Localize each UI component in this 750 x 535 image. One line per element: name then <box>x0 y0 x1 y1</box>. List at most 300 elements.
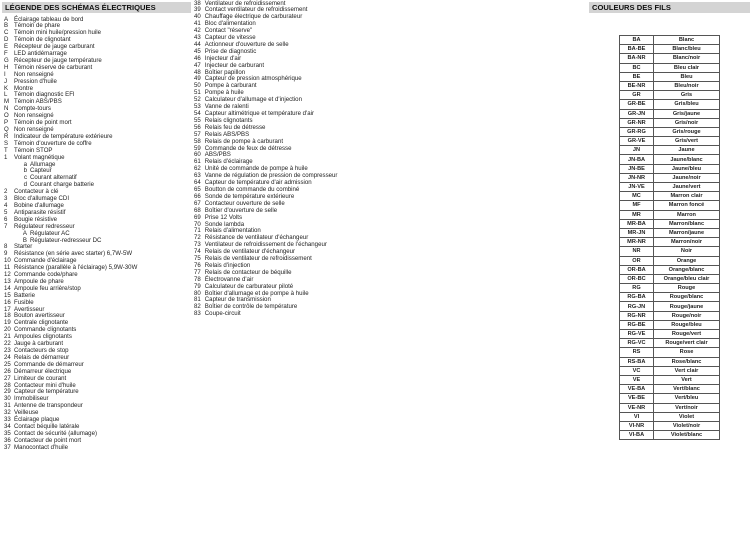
legend-column-2 <box>194 1 337 319</box>
wire-color-row <box>620 228 720 237</box>
wire-color-name: Marron/noir <box>654 238 720 247</box>
wire-color-row <box>620 63 720 72</box>
legend-item-label: Ampoule feu arrière/stop <box>14 284 81 292</box>
legend-item-code: 32 <box>4 409 11 417</box>
legend-item-label: Indicateur de température extérieure <box>14 132 113 140</box>
legend-item-label: Ventilateur de refroidissement de l'échangeur <box>204 241 327 249</box>
legend-item-code: 52 <box>194 96 201 104</box>
legend-item-label: Récepteur de jauge carburant <box>14 43 95 51</box>
legend-item-code: 44 <box>194 40 201 48</box>
legend-item-label: Relais d'alimentation <box>204 227 261 235</box>
legend-item-label: Relais clignotants <box>204 116 253 124</box>
wire-color-code: RG <box>620 284 654 293</box>
legend-item-label: Relais d'éclairage <box>204 158 253 166</box>
legend-item-code: 81 <box>194 296 201 304</box>
legend-item-label: Courant charge batterie <box>30 181 95 189</box>
wire-color-name: Rouge/jaune <box>654 302 720 311</box>
wire-color-code: RG-BE <box>620 320 654 329</box>
wire-color-code: GR-NR <box>620 118 654 127</box>
legend-item-code: 36 <box>4 436 11 444</box>
legend-item-label: Témoin ABS/PBS <box>14 98 62 106</box>
legend-item-label: Non renseigné <box>14 70 54 78</box>
legend-item-label: ABS/PBS <box>204 151 231 159</box>
legend-item-code: 70 <box>194 220 201 228</box>
legend-item-label: Jauge à carburant <box>14 340 64 348</box>
wire-color-row <box>620 284 720 293</box>
legend-item-code: 68 <box>194 206 201 214</box>
wire-color-row <box>620 219 720 228</box>
legend-item-label: Fusible <box>14 298 34 306</box>
wire-color-row <box>620 339 720 348</box>
legend-item-code: 50 <box>194 82 201 90</box>
legend-item-code: S <box>4 139 9 147</box>
wire-color-name: Gris/rouge <box>654 127 720 136</box>
legend-item-label: Commande d'éclairage <box>14 257 77 265</box>
legend-item-code: 20 <box>4 326 11 334</box>
legend-item-code: 28 <box>4 381 11 389</box>
legend-item-label: Capteur de transmission <box>204 296 271 304</box>
wire-color-row <box>620 137 720 146</box>
legend-item-label: Boîtier d'ouverture de selle <box>204 206 278 214</box>
wire-color-name: Jaune/noir <box>654 173 720 182</box>
wire-color-row <box>620 302 720 311</box>
legend-item-code: 55 <box>194 116 201 124</box>
legend-item-label: Calculateur de carburateur piloté <box>204 282 294 290</box>
wire-color-row <box>620 311 720 320</box>
legend-item-label: Boîtier de contrôle de température <box>204 303 298 311</box>
wire-color-code: RS <box>620 348 654 357</box>
legend-item-label: Contact ventilateur de refroidissement <box>204 6 308 14</box>
wire-color-name: Rouge <box>654 284 720 293</box>
wire-color-row <box>620 210 720 219</box>
wire-color-name: Gris/jaune <box>654 109 720 118</box>
wire-color-row <box>620 118 720 127</box>
legend-item-code: 62 <box>194 165 201 173</box>
wire-color-code: JN <box>620 146 654 155</box>
wire-color-row <box>620 274 720 283</box>
wire-color-row <box>620 247 720 256</box>
wire-color-row <box>620 45 720 54</box>
wire-color-row <box>620 366 720 375</box>
legend-item-label: Sonde lambda <box>204 220 245 228</box>
wire-color-code: VI-NR <box>620 421 654 430</box>
legend-item-label: Boutton de commande du combiné <box>204 185 300 193</box>
wire-color-code: MR-BA <box>620 219 654 228</box>
legend-item-code: A <box>22 229 27 237</box>
legend-item-code: 58 <box>194 137 201 145</box>
wire-color-code: RS-BA <box>620 357 654 366</box>
legend-item-code: 48 <box>194 68 201 76</box>
legend-item-code: 31 <box>4 402 11 410</box>
legend-item-label: Batterie <box>14 291 36 299</box>
legend-header: LÉGENDE DES SCHÉMAS ÉLECTRIQUES <box>2 2 191 13</box>
wire-color-code: RG-VE <box>620 330 654 339</box>
legend-item-code: 39 <box>194 6 201 14</box>
legend-item-label: Courant alternatif <box>30 174 77 182</box>
wire-color-code: JN-BA <box>620 155 654 164</box>
legend-item-label: Centrale clignotante <box>14 319 69 327</box>
wire-color-name: Marron clair <box>654 192 720 201</box>
legend-item-label: Électrovanne d'air <box>204 275 254 283</box>
wire-color-code: MC <box>620 192 654 201</box>
legend-item-code: b <box>23 167 27 175</box>
legend-item-code: 77 <box>194 268 201 276</box>
legend-item-label: Chauffage électrique de carburateur <box>204 13 303 21</box>
legend-item-label: Témoin d'ouverture de coffre <box>14 139 92 147</box>
legend-item-code: 21 <box>4 333 11 341</box>
legend-item-label: Montre <box>14 84 33 92</box>
legend-item-label: Unité de commande de pompe à huile <box>204 165 308 173</box>
legend-item-label: Commande de feux de détresse <box>204 144 292 152</box>
wire-color-code: GR-JN <box>620 109 654 118</box>
wire-color-row <box>620 293 720 302</box>
wire-color-name: Marron/jaune <box>654 228 720 237</box>
legend-item-code: 80 <box>194 289 201 297</box>
legend-item-label: Contact "réserve" <box>204 27 253 35</box>
wire-color-name: Bleu/noir <box>654 81 720 90</box>
wire-color-code: GR-RG <box>620 127 654 136</box>
legend-item-label: Antiparasite résistif <box>14 208 66 216</box>
legend-item-code: 64 <box>194 179 201 187</box>
wire-color-code: OR-BC <box>620 274 654 283</box>
legend-item-label: Actionneur d'ouverture de selle <box>204 40 289 48</box>
legend-item-label: Capteur de température d'air admission <box>204 179 312 187</box>
legend-item-code: M <box>4 98 10 106</box>
legend-item-code: E <box>4 43 9 51</box>
wire-color-row <box>620 100 720 109</box>
legend-item-code: 2 <box>4 188 8 196</box>
legend-item-label: Relais de ventilateur de refroidissement <box>204 255 312 263</box>
legend-item <box>4 445 137 452</box>
legend-item-code: 46 <box>194 54 201 62</box>
legend-item-code: 57 <box>194 130 201 138</box>
wire-color-code: MR-JN <box>620 228 654 237</box>
legend-item-code: 45 <box>194 47 201 55</box>
legend-item-code: 27 <box>4 374 11 382</box>
legend-item-code: 10 <box>4 257 11 265</box>
wire-color-row <box>620 91 720 100</box>
legend-item-code: 29 <box>4 388 11 396</box>
legend-item-code: 49 <box>194 75 201 83</box>
wire-colors-header: COULEURS DES FILS <box>589 2 750 13</box>
legend-item-code: 75 <box>194 255 201 263</box>
wire-color-code: VI <box>620 412 654 421</box>
legend-item-code: 38 <box>194 0 201 7</box>
wire-color-name: Violet/blanc <box>654 431 720 440</box>
legend-item-code: 1 <box>4 153 8 161</box>
wire-color-name: Blanc/noir <box>654 54 720 63</box>
wire-color-name: Jaune/blanc <box>654 155 720 164</box>
legend-item-label: Capteur altimétrique et température d'air <box>204 110 314 117</box>
legend-item-label: Éclairage tableau de bord <box>14 15 84 23</box>
wire-color-code: VE-BA <box>620 385 654 394</box>
wire-color-code: VE-NR <box>620 403 654 412</box>
legend-item-label: Coupe-circuit <box>204 310 241 318</box>
legend-item-code: 26 <box>4 367 11 375</box>
wire-color-code: VC <box>620 366 654 375</box>
legend-item-label: Démarreur électrique <box>14 367 72 375</box>
wire-color-name: Marron foncé <box>654 201 720 210</box>
wire-color-name: Rouge/vert <box>654 330 720 339</box>
legend-item-label: Injecteur de carburant <box>204 61 265 69</box>
legend-item-label: Ventilateur de refroidissement <box>204 0 286 7</box>
legend-item-label: Non renseigné <box>14 112 54 120</box>
legend-item-label: Bloc d'allumage CDI <box>14 195 70 203</box>
legend-item-label: Commande code/phare <box>14 271 78 279</box>
legend-item-label: Résistance (parallèle à l'éclairage) 5,9W-30W <box>14 264 138 272</box>
legend-item-code: 65 <box>194 185 201 193</box>
legend-item-code: 54 <box>194 110 201 117</box>
legend-item-label: Régulateur AC <box>30 229 70 237</box>
legend-item-label: Témoin STOP <box>14 146 53 154</box>
legend-column-1 <box>4 17 137 452</box>
legend-item-code: 72 <box>194 234 201 242</box>
legend-item-code: P <box>4 119 9 127</box>
wire-color-code: BA-NR <box>620 54 654 63</box>
legend-item-label: Bobine d'allumage <box>14 201 64 209</box>
legend-item-label: Contacteur à clé <box>14 188 59 196</box>
legend-item-label: Injecteur d'air <box>204 54 242 62</box>
legend-item-code: 35 <box>4 429 11 437</box>
legend-item-code: 8 <box>4 243 8 251</box>
legend-item-code: 22 <box>4 340 11 348</box>
legend-item-code: 16 <box>4 298 11 306</box>
wire-color-code: RG-BA <box>620 293 654 302</box>
legend-item-label: Relais d'injection <box>204 261 251 269</box>
wire-color-name: Orange/blanc <box>654 265 720 274</box>
legend-item-label: Compte-tours <box>14 105 51 113</box>
legend-item-code: 3 <box>4 195 8 203</box>
legend-item-label: Contact béquille latérale <box>14 422 80 430</box>
legend-item-code: D <box>4 36 9 44</box>
legend-item-code: 25 <box>4 360 11 368</box>
wire-color-name: Vert <box>654 375 720 384</box>
legend-item-label: Récepteur de jauge température <box>14 56 102 64</box>
wire-color-row <box>620 403 720 412</box>
wire-color-name: Bleu <box>654 72 720 81</box>
legend-item-code: 30 <box>4 395 11 403</box>
wire-color-row <box>620 375 720 384</box>
legend-item-code: 83 <box>194 310 201 318</box>
wire-color-row <box>620 238 720 247</box>
legend-item-label: Avertisseur <box>14 305 45 313</box>
legend-item-label: Éclairage plaque <box>14 416 60 424</box>
legend-item-code: 74 <box>194 248 201 256</box>
legend-item-code: 23 <box>4 347 11 354</box>
legend-item-code: 66 <box>194 192 201 200</box>
legend-item-code: 4 <box>4 201 8 209</box>
legend-item-code: d <box>23 181 27 189</box>
legend-item-label: Témoin de phare <box>14 22 61 30</box>
wire-color-name: Rouge/noir <box>654 311 720 320</box>
wire-color-row <box>620 256 720 265</box>
legend-item-label: Bouton avertisseur <box>14 312 65 320</box>
wire-color-row <box>620 412 720 421</box>
legend-item-label: Témoin réserve de carburant <box>14 63 93 71</box>
wire-color-code: RG-JN <box>620 302 654 311</box>
legend-item-label: Témoin de point mort <box>14 119 72 127</box>
legend-item-code: 79 <box>194 282 201 290</box>
legend-item-code: 56 <box>194 123 201 131</box>
legend-item-code: 34 <box>4 422 11 430</box>
wire-color-name: Rouge/blanc <box>654 293 720 302</box>
wire-color-code: BA <box>620 36 654 45</box>
legend-item-code: 67 <box>194 199 201 207</box>
wire-color-code: RG-NR <box>620 311 654 320</box>
legend-item-code: 59 <box>194 144 201 152</box>
wire-color-row <box>620 265 720 274</box>
wire-color-row <box>620 192 720 201</box>
wire-color-name: Jaune/vert <box>654 183 720 192</box>
legend-item-label: Témoin diagnostic EFI <box>14 91 75 99</box>
wire-color-name: Blanc/bleu <box>654 45 720 54</box>
legend-item-code: F <box>4 50 8 58</box>
wire-color-name: Vert clair <box>654 366 720 375</box>
legend-item-code: 41 <box>194 20 201 28</box>
legend-item-label: Relais de démarreur <box>14 353 70 361</box>
legend-item-code: B <box>22 236 27 244</box>
legend-item-code: K <box>4 84 9 92</box>
wire-color-row <box>620 357 720 366</box>
legend-item-label: Capteur de température <box>14 388 79 396</box>
wire-color-row <box>620 431 720 440</box>
legend-item-label: Régulateur-redresseur DC <box>30 236 102 244</box>
legend-item-code: 13 <box>4 277 11 285</box>
wire-color-row <box>620 164 720 173</box>
legend-item-code: R <box>4 132 9 140</box>
legend-item-code: 18 <box>4 312 11 320</box>
wire-color-name: Gris <box>654 91 720 100</box>
legend-item-label: Relais de ventilateur d'échangeur <box>204 248 296 256</box>
legend-item-code: 17 <box>4 305 11 313</box>
wire-color-code: MF <box>620 201 654 210</box>
legend-item-label: Contacteur mini d'huile <box>14 381 76 389</box>
legend-item-label: Témoin mini huile/pression huile <box>14 29 102 37</box>
wire-color-code: BE-NR <box>620 81 654 90</box>
wire-color-name: Gris/vert <box>654 137 720 146</box>
legend-item-code: a <box>23 160 27 168</box>
wire-color-name: Rouge/vert clair <box>654 339 720 348</box>
legend-item-code: A <box>4 15 9 23</box>
legend-item-code: c <box>23 174 27 182</box>
wire-color-row <box>620 72 720 81</box>
legend-item-code: T <box>4 146 8 154</box>
wire-color-row <box>620 394 720 403</box>
wire-color-code: GR-VE <box>620 137 654 146</box>
wire-color-row <box>620 36 720 45</box>
legend-item-label: Capteur de vitesse <box>204 34 256 42</box>
legend-item-code: 14 <box>4 284 11 292</box>
legend-item-label: Limiteur de courant <box>14 374 67 382</box>
legend-item-code: 40 <box>194 13 201 21</box>
wire-color-code: VE <box>620 375 654 384</box>
legend-item-label: Pompe à carburant <box>204 82 257 90</box>
wire-color-code: OR-BA <box>620 265 654 274</box>
wire-color-name: Gris/bleu <box>654 100 720 109</box>
legend-item-label: Témoin de clignotant <box>14 36 71 44</box>
legend-item-label: Commande clignotants <box>14 326 77 334</box>
legend-item-label: Manocontact d'huile <box>14 443 69 451</box>
wire-color-row <box>620 421 720 430</box>
wire-color-row <box>620 146 720 155</box>
legend-item-code: G <box>4 56 9 64</box>
legend-item-code: 73 <box>194 241 201 249</box>
legend-item-code: 61 <box>194 158 201 166</box>
legend-item-code: 69 <box>194 213 201 221</box>
legend-item-code: 51 <box>194 89 201 97</box>
wire-color-row <box>620 183 720 192</box>
legend-item-code: 60 <box>194 151 201 159</box>
legend-item-label: Relais ABS/PBS <box>204 130 250 138</box>
wire-color-code: BE <box>620 72 654 81</box>
wire-color-code: NR <box>620 247 654 256</box>
legend-item-label: Résistance (en série avec starter) 6,7W-5W <box>14 250 133 258</box>
legend-item-code: 12 <box>4 271 11 279</box>
wire-color-row <box>620 385 720 394</box>
wire-color-name: Gris/noir <box>654 118 720 127</box>
legend-item-code: Q <box>4 126 9 133</box>
legend-item-code: 15 <box>4 291 11 299</box>
wire-color-code: MR-NR <box>620 238 654 247</box>
wire-color-name: Vert/noir <box>654 403 720 412</box>
legend-item-code: O <box>4 112 9 120</box>
legend-item-label: Commande de démarreur <box>14 360 84 368</box>
wire-color-code: BA-BE <box>620 45 654 54</box>
legend-item-label: Prise 12 Volts <box>204 213 243 221</box>
legend-item-label: Vanne de ralenti <box>204 103 249 111</box>
wire-color-row <box>620 173 720 182</box>
legend-item-label: Bloc d'alimentation <box>204 20 256 28</box>
legend-item-label: LED antidémarrage <box>14 50 67 58</box>
wire-color-name: Jaune <box>654 146 720 155</box>
legend-item-code: 71 <box>194 227 201 235</box>
wire-color-name: Rose <box>654 348 720 357</box>
legend-item-code: 9 <box>4 250 8 258</box>
wire-color-row <box>620 81 720 90</box>
wire-color-code: VI-BA <box>620 431 654 440</box>
legend-item-label: Contacteur de point mort <box>14 436 82 444</box>
legend-item-label: Résistance de ventilateur d'échangeur <box>204 234 309 242</box>
legend-item-code: 11 <box>4 264 11 272</box>
wire-color-name: Violet/noir <box>654 421 720 430</box>
legend-item-code: 53 <box>194 103 201 111</box>
wire-color-name: Marron/blanc <box>654 219 720 228</box>
legend-item <box>194 311 337 318</box>
legend-item-label: Capteur <box>30 167 52 175</box>
wire-color-row <box>620 330 720 339</box>
legend-item-code: 6 <box>4 215 8 223</box>
legend-item-label: Sonde de température extérieure <box>204 192 295 200</box>
legend-item-label: Relais de pompe à carburant <box>204 137 284 145</box>
wire-color-name: Orange <box>654 256 720 265</box>
legend-item-label: Antenne de transpondeur <box>14 402 83 410</box>
legend-item-code: B <box>4 22 9 30</box>
legend-item-label: Pompe à huile <box>204 89 244 97</box>
wire-color-name: Rouge/bleu <box>654 320 720 329</box>
wire-color-name: Bleu clair <box>654 63 720 72</box>
wire-color-name: Vert/bleu <box>654 394 720 403</box>
legend-item-label: Veilleuse <box>14 409 39 417</box>
legend-item-label: Régulateur redresseur <box>14 222 75 230</box>
legend-item-label: Immobiliseur <box>14 395 49 403</box>
wire-color-name: Jaune/bleu <box>654 164 720 173</box>
legend-item-code: 43 <box>194 34 201 42</box>
legend-item-code: H <box>4 63 9 71</box>
wire-color-name: Blanc <box>654 36 720 45</box>
wire-color-name: Marron <box>654 210 720 219</box>
legend-item-code: 33 <box>4 416 11 424</box>
wire-color-row <box>620 201 720 210</box>
